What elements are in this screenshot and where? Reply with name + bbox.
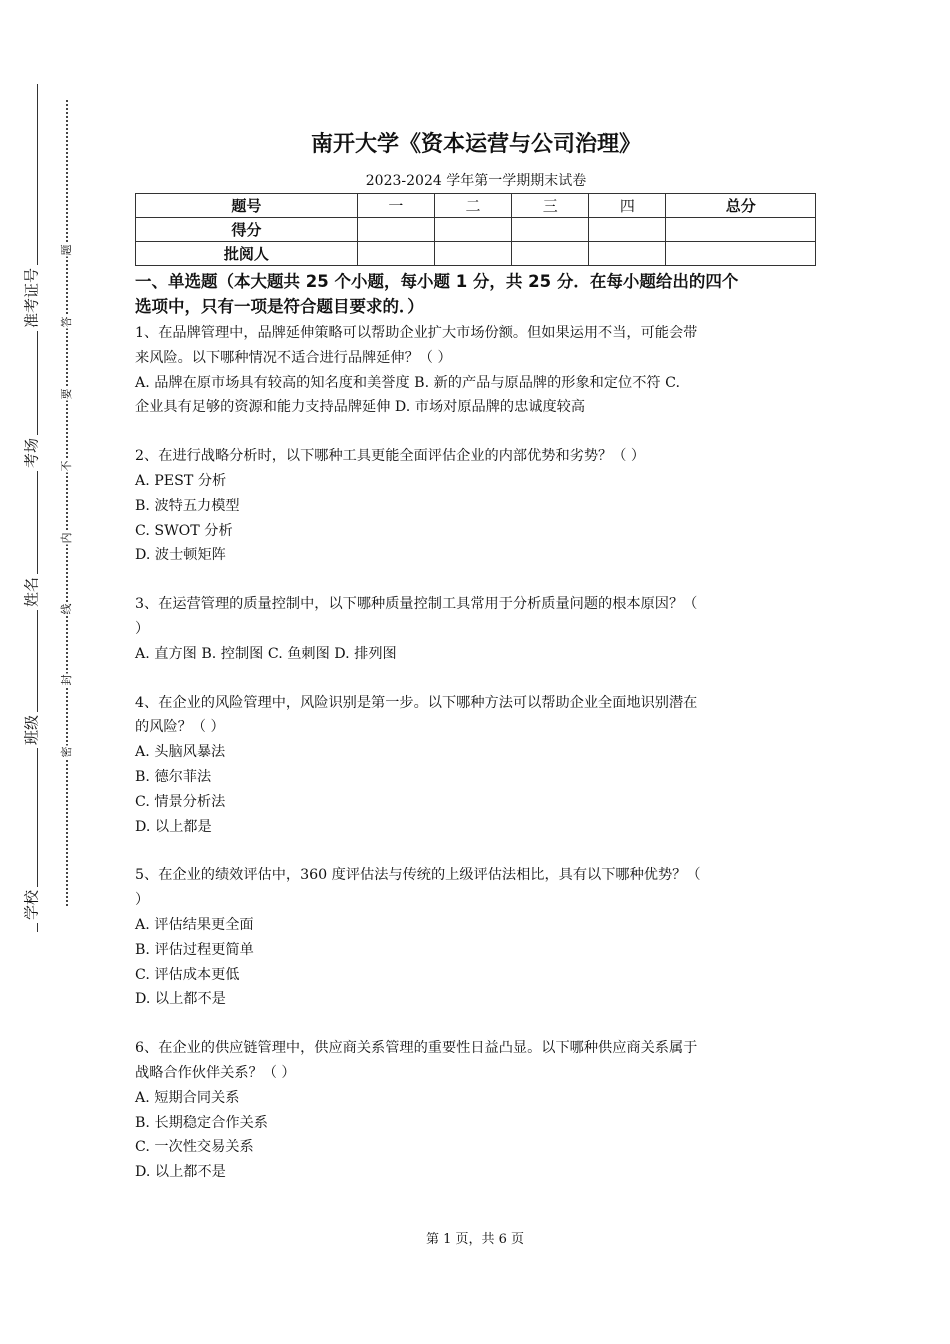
name-label: 姓名 <box>21 574 42 610</box>
seal-char: 答 <box>60 316 73 328</box>
option-c: C. 情景分析法 <box>135 793 226 810</box>
grader-cell[interactable] <box>666 242 816 266</box>
option-b: B. 长期稳定合作关系 <box>135 1114 268 1131</box>
question-6 <box>135 1036 817 1185</box>
question-text: 5、在企业的绩效评估中，360 度评估法与传统的上级评估法相比，具有以下哪种优势？（ <box>135 867 701 884</box>
school-label: 学校 <box>21 887 42 923</box>
option-a: A. 短期合同关系 <box>135 1089 240 1106</box>
question-options: A. 直方图 B. 控制图 C. 鱼刺图 D. 排列图 <box>135 645 397 662</box>
score-cell[interactable] <box>589 218 666 242</box>
seal-char: 封 <box>60 674 73 686</box>
question-text: 来风险。以下哪种情况不适合进行品牌延伸？（ ） <box>135 349 452 366</box>
score-cell[interactable] <box>434 218 511 242</box>
section-heading-line: 一、单选题（本大题共 25 个小题，每小题 1 分，共 25 分．在每小题给出的四个 <box>135 272 739 291</box>
column-header: 一 <box>357 194 434 218</box>
option-c: C. SWOT 分析 <box>135 522 233 539</box>
option-b: B. 波特五力模型 <box>135 497 240 514</box>
option-d: D. 以上都不是 <box>135 1164 226 1181</box>
page-number: 第 1 页，共 6 页 <box>425 1232 525 1247</box>
grader-cell[interactable] <box>589 242 666 266</box>
question-options: 企业具有足够的资源和能力支持品牌延伸 D. 市场对原品牌的忠诚度较高 <box>135 399 586 416</box>
question-5 <box>135 863 817 1012</box>
page-title: 南开大学《资本运营与公司治理》 <box>310 132 641 157</box>
seal-char: 不 <box>60 460 73 472</box>
column-header: 三 <box>512 194 589 218</box>
exam-room-label: 考场 <box>21 435 42 471</box>
seal-char: 线 <box>60 603 73 615</box>
class-label: 班级 <box>21 712 42 748</box>
score-row <box>136 218 816 242</box>
grader-row <box>136 242 816 266</box>
grader-cell[interactable] <box>357 242 434 266</box>
score-table-header-row <box>136 194 816 218</box>
seal-char: 题 <box>60 244 73 256</box>
exam-number-label: 准考证号 <box>21 265 42 331</box>
question-text: 3、在运营管理的质量控制中，以下哪种质量控制工具常用于分析质量问题的根本原因？（ <box>135 596 698 613</box>
score-cell[interactable] <box>357 218 434 242</box>
option-c: C. 评估成本更低 <box>135 966 240 983</box>
question-3 <box>135 592 817 666</box>
grader-cell[interactable] <box>512 242 589 266</box>
column-header: 二 <box>434 194 511 218</box>
column-header: 四 <box>589 194 666 218</box>
row-header: 得分 <box>136 218 358 242</box>
question-4 <box>135 691 817 840</box>
question-text: 1、在品牌管理中，品牌延伸策略可以帮助企业扩大市场份额。但如果运用不当，可能会带 <box>135 325 698 341</box>
binding-solid-line <box>37 84 38 932</box>
section-heading-line: 选项中，只有一项是符合题目要求的．） <box>135 297 424 316</box>
option-d: D. 以上都是 <box>135 818 212 835</box>
row-header: 批阅人 <box>136 242 358 266</box>
seal-char: 密 <box>60 746 73 758</box>
score-cell[interactable] <box>666 218 816 242</box>
question-text: ） <box>135 892 150 909</box>
question-text: 6、在企业的供应链管理中，供应商关系管理的重要性日益凸显。以下哪种供应商关系属于 <box>135 1040 698 1057</box>
option-d: D. 以上都不是 <box>135 991 226 1008</box>
section-heading <box>135 269 817 319</box>
grader-cell[interactable] <box>434 242 511 266</box>
question-options: A. 品牌在原市场具有较高的知名度和美誉度 B. 新的产品与原品牌的形象和定位不符 C. <box>135 374 680 391</box>
exam-content <box>135 128 817 1185</box>
option-b: B. 评估过程更简单 <box>135 941 254 958</box>
column-header: 题号 <box>136 194 358 218</box>
question-text: 的风险？（ ） <box>135 719 225 736</box>
option-c: C. 一次性交易关系 <box>135 1139 254 1156</box>
score-table <box>135 193 816 266</box>
option-b: B. 德尔菲法 <box>135 768 212 785</box>
option-a: A. 评估结果更全面 <box>135 916 254 933</box>
column-header: 总分 <box>666 194 816 218</box>
question-2 <box>135 444 817 568</box>
option-a: A. PEST 分析 <box>135 472 227 489</box>
seal-char: 要 <box>60 388 73 400</box>
question-text: 2、在进行战略分析时，以下哪种工具更能全面评估企业的内部优势和劣势？（ ） <box>135 448 646 465</box>
exam-subtitle: 2023-2024 学年第一学期期末试卷 <box>365 173 587 189</box>
question-text: 4、在企业的风险管理中，风险识别是第一步。以下哪种方法可以帮助企业全面地识别潜在 <box>135 694 698 711</box>
question-1 <box>135 321 817 420</box>
question-text: 战略合作伙伴关系？（ ） <box>135 1064 296 1081</box>
seal-dotted-line <box>66 100 68 906</box>
seal-char: 内 <box>60 532 73 544</box>
option-d: D. 波士顿矩阵 <box>135 547 226 564</box>
binding-margin <box>0 0 90 1344</box>
question-text: ） <box>135 620 150 637</box>
score-cell[interactable] <box>512 218 589 242</box>
option-a: A. 头脑风暴法 <box>135 744 226 761</box>
